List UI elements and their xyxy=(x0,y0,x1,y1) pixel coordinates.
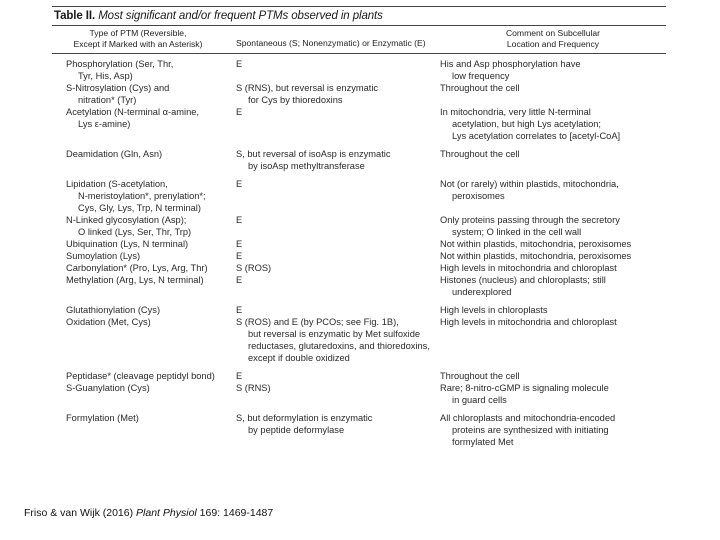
cell-line: Oxidation (Met, Cys) xyxy=(66,317,151,327)
ptm-mode-cell xyxy=(224,148,438,172)
table-label: Table II. xyxy=(54,10,96,22)
table-row xyxy=(52,250,666,262)
table-row xyxy=(52,148,666,172)
ptm-comment-cell xyxy=(438,106,666,142)
ptm-mode-cell xyxy=(224,82,438,106)
cell-line: Throughout the cell xyxy=(440,149,520,159)
cell-line: N-Linked glycosylation (Asp); xyxy=(66,215,187,225)
cell-line: by peptide deformylase xyxy=(248,425,345,435)
ptm-type-cell xyxy=(52,238,224,250)
cell-line: Histones (nucleus) and chloroplasts; still xyxy=(440,275,606,285)
cell-line: E xyxy=(236,215,243,225)
ptm-comment-cell xyxy=(438,82,666,106)
ptm-type-cell xyxy=(52,106,224,142)
ptm-comment-cell xyxy=(438,148,666,172)
ptm-mode-cell xyxy=(224,262,438,274)
cell-line: system; O linked in the cell wall xyxy=(452,227,582,237)
ptm-mode-cell xyxy=(224,106,438,142)
ptm-mode-cell xyxy=(224,178,438,214)
cell-line: Cys, Gly, Lys, Trp, N terminal) xyxy=(78,203,201,213)
table-row xyxy=(52,382,666,406)
ptm-comment-cell xyxy=(438,304,666,316)
cell-line: reductases, glutaredoxins, and thioredoxins, xyxy=(248,341,430,351)
cell-line: E xyxy=(236,107,243,117)
ptm-type-cell xyxy=(52,304,224,316)
ptm-comment-cell xyxy=(438,274,666,298)
cell-line: underexplored xyxy=(452,287,512,297)
table-row xyxy=(52,178,666,214)
cell-line: nitration* (Tyr) xyxy=(78,95,137,105)
cell-line: High levels in mitochondria and chloroplast xyxy=(440,263,617,273)
cell-line: E xyxy=(236,305,243,315)
table-row xyxy=(52,304,666,316)
cell-line: in guard cells xyxy=(452,395,507,405)
table-caption: Most significant and/or frequent PTMs observed in plants xyxy=(98,10,383,22)
ptm-mode-cell xyxy=(224,316,438,364)
cell-line: S (ROS) and E (by PCOs; see Fig. 1B), xyxy=(236,317,399,327)
cell-line: O linked (Lys, Ser, Thr, Trp) xyxy=(78,227,192,237)
ptm-comment-cell xyxy=(438,214,666,238)
ptm-mode-cell xyxy=(224,250,438,262)
cell-line: S, but deformylation is enzymatic xyxy=(236,413,373,423)
cell-line: High levels in chloroplasts xyxy=(440,305,548,315)
ptm-comment-cell xyxy=(438,382,666,406)
ptm-comment-cell xyxy=(438,262,666,274)
ptm-type-cell xyxy=(52,382,224,406)
cell-line: except if double oxidized xyxy=(248,353,350,363)
citation xyxy=(24,507,273,519)
table-row xyxy=(52,82,666,106)
cell-line: His and Asp phosphorylation have xyxy=(440,59,581,69)
cell-line: Lys ε-amine) xyxy=(78,119,131,129)
cell-line: low frequency xyxy=(452,71,510,81)
cell-line: but reversal is enzymatic by Met sulfoxide xyxy=(248,329,421,339)
ptm-comment-cell xyxy=(438,178,666,214)
cell-line: E xyxy=(236,59,243,69)
table-row xyxy=(52,316,666,364)
table-row xyxy=(52,58,666,82)
header-mode: Spontaneous (S; Nonenzymatic) or Enzymatic (E) xyxy=(236,38,426,48)
cell-line: Ubiquination (Lys, N terminal) xyxy=(66,239,189,249)
table-row xyxy=(52,274,666,298)
cell-line: Throughout the cell xyxy=(440,371,520,381)
ptm-type-cell xyxy=(52,412,224,448)
ptm-mode-cell xyxy=(224,382,438,406)
cell-line: Acetylation (N-terminal α-amine, xyxy=(66,107,199,117)
cell-line: Not within plastids, mitochondria, peroxisomes xyxy=(440,251,632,261)
cell-line: E xyxy=(236,275,243,285)
cell-line: In mitochondria, very little N-terminal xyxy=(440,107,591,117)
ptm-type-cell xyxy=(52,370,224,382)
ptm-mode-cell xyxy=(224,370,438,382)
cell-line: Sumoylation (Lys) xyxy=(66,251,141,261)
cell-line: S (ROS) xyxy=(236,263,272,273)
table-title xyxy=(52,7,666,25)
ptm-mode-cell xyxy=(224,412,438,448)
cell-line: formylated Met xyxy=(452,437,514,447)
ptm-comment-cell xyxy=(438,250,666,262)
cell-line: Lipidation (S-acetylation, xyxy=(66,179,168,189)
ptm-mode-cell xyxy=(224,304,438,316)
cell-line: for Cys by thioredoxins xyxy=(248,95,343,105)
citation-ref: 169: 1469-1487 xyxy=(199,507,274,519)
ptm-type-cell xyxy=(52,178,224,214)
ptm-comment-cell xyxy=(438,316,666,364)
cell-line: acetylation, but high Lys acetylation; xyxy=(452,119,602,129)
ptm-type-cell xyxy=(52,82,224,106)
header-type: Type of PTM (Reversible, Except if Marked with an Asterisk) xyxy=(73,28,203,49)
table-body xyxy=(52,54,666,448)
cell-line: Peptidase* (cleavage peptidyl bond) xyxy=(66,371,215,381)
cell-line: S, but reversal of isoAsp is enzymatic xyxy=(236,149,391,159)
cell-line: Deamidation (Gln, Asn) xyxy=(66,149,163,159)
table-row xyxy=(52,214,666,238)
cell-line: High levels in mitochondria and chloroplast xyxy=(440,317,617,327)
cell-line: E xyxy=(236,179,243,189)
ptm-mode-cell xyxy=(224,58,438,82)
table-row xyxy=(52,106,666,142)
cell-line: N-meristoylation*, prenylation*; xyxy=(78,191,206,201)
ptm-type-cell xyxy=(52,214,224,238)
ptm-table xyxy=(52,6,666,448)
ptm-comment-cell xyxy=(438,238,666,250)
citation-authors: Friso & van Wijk (2016) xyxy=(24,507,134,519)
cell-line: Phosphorylation (Ser, Thr, xyxy=(66,59,174,69)
ptm-type-cell xyxy=(52,148,224,172)
cell-line: S (RNS) xyxy=(236,383,271,393)
cell-line: Methylation (Arg, Lys, N terminal) xyxy=(66,275,204,285)
header-comment: Comment on Subcellular Location and Frequency xyxy=(505,28,601,49)
table-row xyxy=(52,238,666,250)
cell-line: E xyxy=(236,251,243,261)
cell-line: by isoAsp methyltransferase xyxy=(248,161,365,171)
ptm-type-cell xyxy=(52,250,224,262)
cell-line: Not within plastids, mitochondria, peroxisomes xyxy=(440,239,632,249)
ptm-mode-cell xyxy=(224,238,438,250)
table-row xyxy=(52,412,666,448)
ptm-comment-cell xyxy=(438,412,666,448)
cell-line: All chloroplasts and mitochondria-encoded xyxy=(440,413,616,423)
cell-line: S-Nitrosylation (Cys) and xyxy=(66,83,170,93)
cell-line: Formylation (Met) xyxy=(66,413,139,423)
cell-line: Lys acetylation correlates to [acetyl-CoA] xyxy=(452,131,621,141)
cell-line: Rare; 8-nitro-cGMP is signaling molecule xyxy=(440,383,609,393)
ptm-comment-cell xyxy=(438,370,666,382)
ptm-mode-cell xyxy=(224,274,438,298)
ptm-type-cell xyxy=(52,274,224,298)
cell-line: S (RNS), but reversal is enzymatic xyxy=(236,83,379,93)
cell-line: Tyr, His, Asp) xyxy=(78,71,133,81)
citation-journal: Plant Physiol xyxy=(136,507,197,519)
cell-line: peroxisomes xyxy=(452,191,505,201)
ptm-type-cell xyxy=(52,262,224,274)
table-row xyxy=(52,262,666,274)
ptm-type-cell xyxy=(52,58,224,82)
cell-line: Glutathionylation (Cys) xyxy=(66,305,161,315)
ptm-type-cell xyxy=(52,316,224,364)
cell-line: S-Guanylation (Cys) xyxy=(66,383,150,393)
cell-line: proteins are synthesized with initiating xyxy=(452,425,609,435)
table-header xyxy=(52,26,666,53)
cell-line: E xyxy=(236,371,243,381)
ptm-mode-cell xyxy=(224,214,438,238)
table-row xyxy=(52,370,666,382)
ptm-comment-cell xyxy=(438,58,666,82)
cell-line: Not (or rarely) within plastids, mitochondria, xyxy=(440,179,619,189)
cell-line: Carbonylation* (Pro, Lys, Arg, Thr) xyxy=(66,263,208,273)
cell-line: Throughout the cell xyxy=(440,83,520,93)
cell-line: Only proteins passing through the secretory xyxy=(440,215,620,225)
cell-line: E xyxy=(236,239,243,249)
